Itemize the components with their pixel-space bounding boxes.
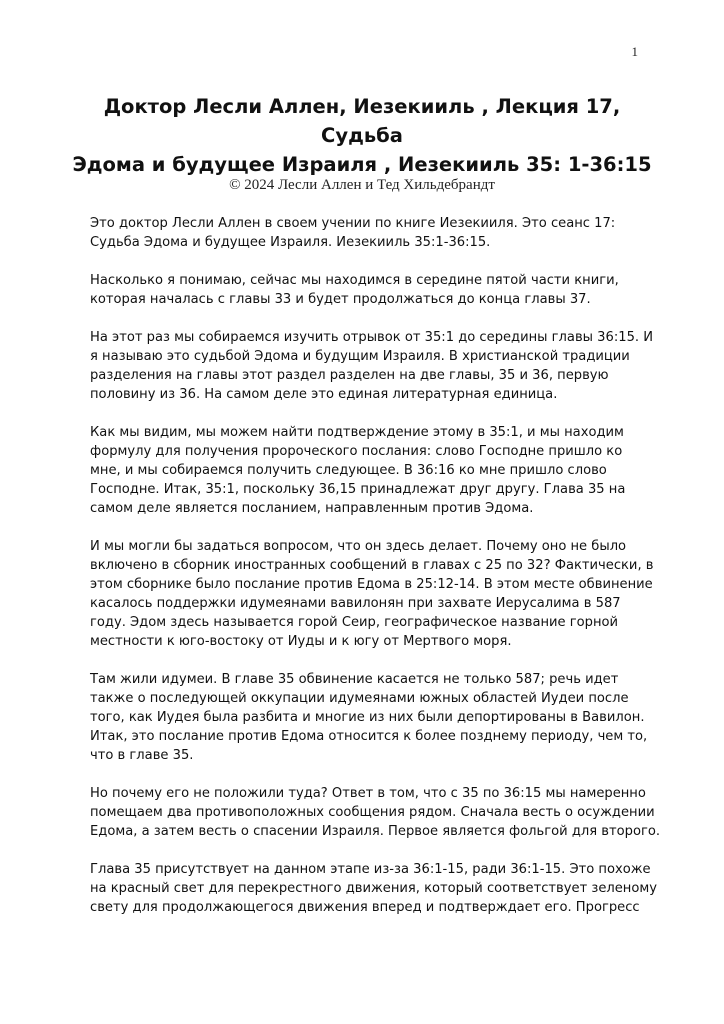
- text-line: Там жили идумеи. В главе 35 обвинение касается не только 587; речь идет: [90, 672, 619, 687]
- text-line: также о последующей оккупации идумеянами южных областей Иудеи после: [90, 691, 629, 706]
- text-line: которая началась с главы 33 и будет продолжаться до конца главы 37.: [90, 292, 591, 307]
- text-line: На этот раз мы собираемся изучить отрывок от 35:1 до середины главы 36:15. И: [90, 330, 654, 345]
- text-line: того, как Иудея была разбита и многие из них были депортированы в Вавилон.: [90, 710, 645, 725]
- text-line: что в главе 35.: [90, 748, 194, 763]
- text-line: формулу для получения пророческого послания: слово Господне пришло ко: [90, 444, 623, 459]
- text-line: разделения на главы этот раздел разделен на две главы, 35 и 36, первую: [90, 368, 609, 383]
- paragraph: [90, 328, 654, 404]
- text-line: мне, и мы собираемся получить следующее. В 36:16 ко мне пришло слово: [90, 463, 607, 478]
- text-line: году. Эдом здесь называется горой Сеир, географическое название горной: [90, 615, 619, 630]
- text-line: Господне. Итак, 35:1, поскольку 36,15 принадлежат друг другу. Глава 35 на: [90, 482, 626, 497]
- text-line: Итак, это послание против Едома относится к более позднему периоду, чем то,: [90, 729, 648, 744]
- paragraph: [90, 423, 650, 518]
- text-line: Насколько я понимаю, сейчас мы находимся в середине пятой части книги,: [90, 273, 619, 288]
- page-number: 1: [631, 44, 638, 59]
- paragraph: [90, 214, 650, 252]
- document-title: [60, 92, 664, 179]
- text-line: И мы могли бы задаться вопросом, что он здесь делает. Почему оно не было: [90, 539, 627, 554]
- text-line: Это доктор Лесли Аллен в своем учении по книге Иезекииля. Это сеанс 17:: [90, 216, 616, 231]
- body-text: [90, 214, 661, 936]
- text-line: местности к юго-востоку от Иуды и к югу от Мертвого моря.: [90, 634, 512, 649]
- paragraph: [90, 670, 650, 765]
- title-line-1: Доктор Лесли Аллен, Иезекииль , Лекция 17,: [103, 95, 621, 118]
- paragraph: [90, 271, 650, 309]
- text-line: Едома, а затем весть о спасении Израиля. Первое является фольгой для второго.: [90, 824, 661, 839]
- text-line: касалось поддержки идумеянами вавилонян при захвате Иерусалима в 587: [90, 596, 621, 611]
- text-line: половину из 36. На самом деле это единая литературная единица.: [90, 387, 558, 402]
- paragraph: [90, 784, 661, 841]
- title-line-2: Судьба: [321, 124, 403, 147]
- paragraph: [90, 860, 658, 917]
- text-line: включено в сборник иностранных сообщений в главах с 25 по 32? Фактически, в: [90, 558, 654, 573]
- text-line: помещаем два противоположных сообщения рядом. Сначала весть о осуждении: [90, 805, 655, 820]
- text-line: самом деле является посланием, направленным против Эдома.: [90, 501, 534, 516]
- text-line: этом сборнике было послание против Едома в 25:12-14. В этом месте обвинение: [90, 577, 653, 592]
- title-line-3: Эдома и будущее Израиля , Иезекииль 35: 1-36:15: [72, 153, 652, 176]
- paragraph: [90, 537, 654, 651]
- text-line: Судьба Эдома и будущее Израиля. Иезекииль 35:1-36:15.: [90, 235, 491, 250]
- copyright-notice: © 2024 Лесли Аллен и Тед Хильдебрандт: [229, 177, 495, 193]
- text-line: свету для продолжающегося движения вперед и подтверждает его. Прогресс: [90, 900, 640, 915]
- text-line: на красный свет для перекрестного движения, который соответствует зеленому: [90, 881, 658, 896]
- text-line: Глава 35 присутствует на данном этапе из-за 36:1-15, ради 36:1-15. Это похоже: [90, 862, 651, 877]
- text-line: я называю это судьбой Эдома и будущим Израиля. В христианской традиции: [90, 349, 630, 364]
- text-line: Как мы видим, мы можем найти подтверждение этому в 35:1, и мы находим: [90, 425, 624, 440]
- text-line: Но почему его не положили туда? Ответ в том, что с 35 по 36:15 мы намеренно: [90, 786, 646, 801]
